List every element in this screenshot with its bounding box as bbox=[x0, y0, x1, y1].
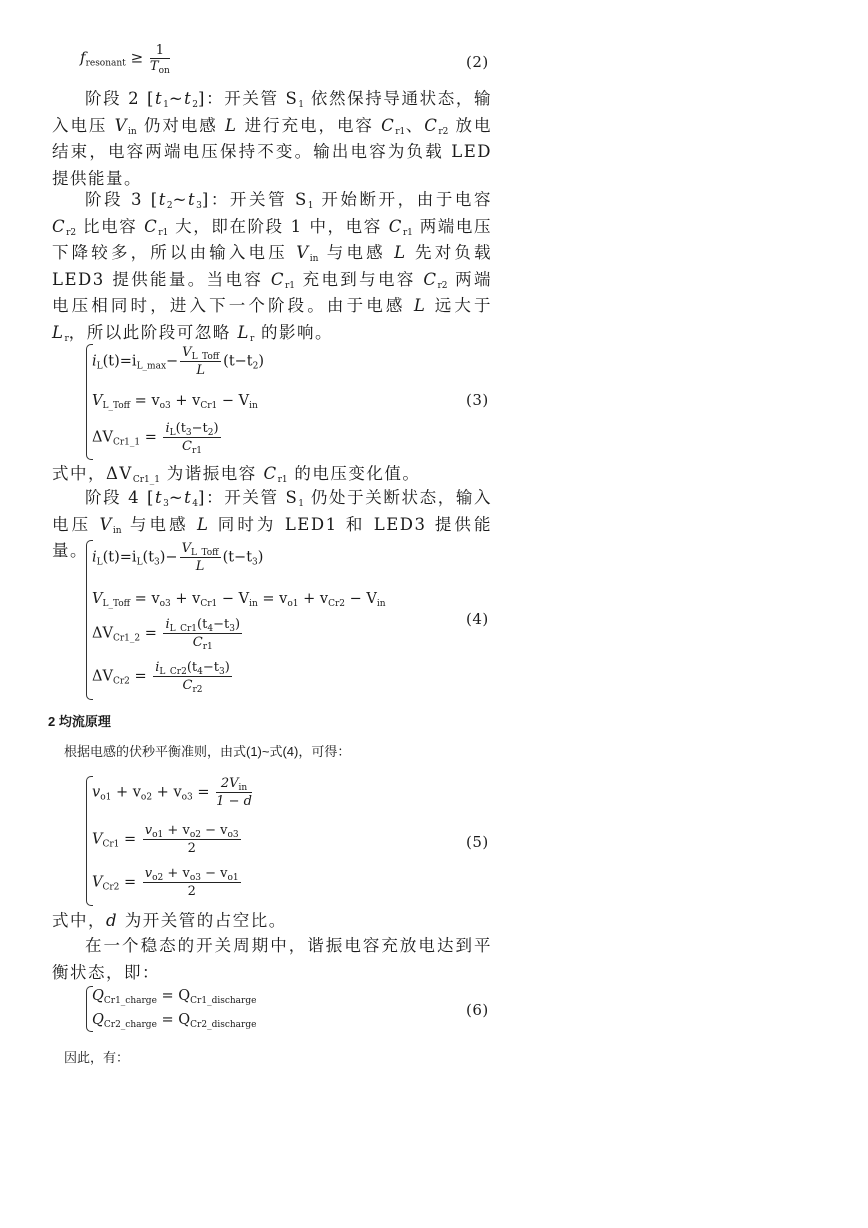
eq2-lhs-sub: resonant bbox=[85, 58, 126, 69]
eq6-row-1: $Q_{Cr1\_charge} = Q_{Cr1\_discharge}$ bbox=[92, 988, 257, 1006]
equation-2 bbox=[80, 43, 172, 76]
eq2-lhs: f bbox=[80, 48, 86, 67]
paragraph-stage-4: 阶段 4 $[t_3\sim t_4]$：开关管 $S_1$ 仍处于关断状态，输入电压 $V_{in}$ 与电感 L 同时为 LED1 和 LED3 提供能量。 bbox=[52, 488, 492, 560]
equation-number-2: (2) bbox=[466, 53, 489, 71]
eq3-row-1: $i_L(t)=i_{L\_max}-$ $\frac{V_{L\_Toff}}{L}$ $(t-t_2)$ bbox=[92, 345, 265, 378]
equation-number-5: (5) bbox=[466, 833, 489, 851]
eq5-row-2: $V_{Cr1}$ = $\frac{v_{o1} + v_{o2} - v_{o3}}{2}$ bbox=[92, 823, 239, 856]
eq4-row-3: $\Delta V_{Cr1\_2}$ = $\frac{i_{L\_Cr1}(t_4-t_3)}{C_{r1}}$ bbox=[92, 617, 241, 652]
eq2-fraction bbox=[149, 43, 170, 76]
note-eq5: 式中，d 为开关管的占空比。 bbox=[52, 911, 287, 930]
eq4-row-1: $i_L(t)=i_L(t_3)-$ $\frac{V_{L\_Toff}}{L}$ $(t-t_3)$ bbox=[92, 541, 264, 574]
eq5-row-1: $v_{o1} + v_{o2} + v_{o3}$ = $\frac{2V_{in}}{1 - d}$ bbox=[92, 776, 252, 809]
paragraph-stage-2: 阶段 2 $[t_1\sim t_2]$：开关管 $S_1$ 依然保持导通状态，输入电压 $V_{in}$ 仍对电感 L 进行充电，电容 $C_{r1}$、$C_{r2}$ 放电结束，电容两端电压保持不变。输出电容为负载 LED 提供能量。 bbox=[52, 89, 493, 188]
eq2-numerator: 1 bbox=[150, 44, 170, 59]
eq2-denominator: $T_{on}$ bbox=[149, 59, 170, 76]
eq3-row-2: $V_{L\_Toff} = v_{o3} + v_{Cr1} - V_{in}$ bbox=[92, 393, 258, 411]
closing-text: 因此，有： bbox=[64, 1050, 130, 1065]
eq6-row-2: $Q_{Cr2\_charge} = Q_{Cr2\_discharge}$ bbox=[92, 1012, 257, 1030]
note-eq3: 式中，$\Delta V_{Cr1\_1}$ 为谐振电容 $C_{r1}$ 的电压变化值。 bbox=[52, 464, 421, 485]
eq3-row-3: $\Delta V_{Cr1\_1}$ = $\frac{i_L(t_3-t_2)}{C_{r1}}$ bbox=[92, 421, 219, 456]
section-intro: 根据电感的伏秒平衡准则，由式(1)~式(4)，可得： bbox=[64, 744, 351, 759]
equation-number-6: (6) bbox=[466, 1001, 489, 1019]
equation-number-3: (3) bbox=[466, 391, 489, 409]
eq2-relation: ≥ bbox=[125, 48, 148, 67]
paragraph-balance: 在一个稳态的开关周期中，谐振电容充放电达到平衡状态，即： bbox=[52, 936, 492, 982]
eq4-row-2: $V_{L\_Toff} = v_{o3} + v_{Cr1} - V_{in} = v_{o1} + v_{Cr2} - V_{in}$ bbox=[92, 591, 386, 609]
equation-number-4: (4) bbox=[466, 610, 489, 628]
paragraph-stage-3: 阶段 3 $[t_2\sim t_3]$：开关管 $S_1$ 开始断开，由于电容 $C_{r2}$ 比电容 $C_{r1}$ 大，即在阶段 1 中，电容 $C_{r1}$ 两端电压下降较多，所以由输入电压 $V_{in}$ 与电感 L 先对负载 LED3 提供能量。当电容 $C_{r1}$ 充电到与电容 $C_{r2}$ 两端电压相同时，进入下一个阶段。由于电感 L 远大于 $L_r$，所以此阶段可忽略 $L_r$ 的影响。 bbox=[52, 190, 493, 344]
section-heading: 2 均流原理 bbox=[48, 714, 111, 729]
eq4-row-4: $\Delta V_{Cr2}$ = $\frac{i_{L\_Cr2}(t_4-t_3)}{C_{r2}}$ bbox=[92, 660, 230, 695]
eq5-row-3: $V_{Cr2}$ = $\frac{v_{o2} + v_{o3} - v_{o1}}{2}$ bbox=[92, 866, 239, 899]
